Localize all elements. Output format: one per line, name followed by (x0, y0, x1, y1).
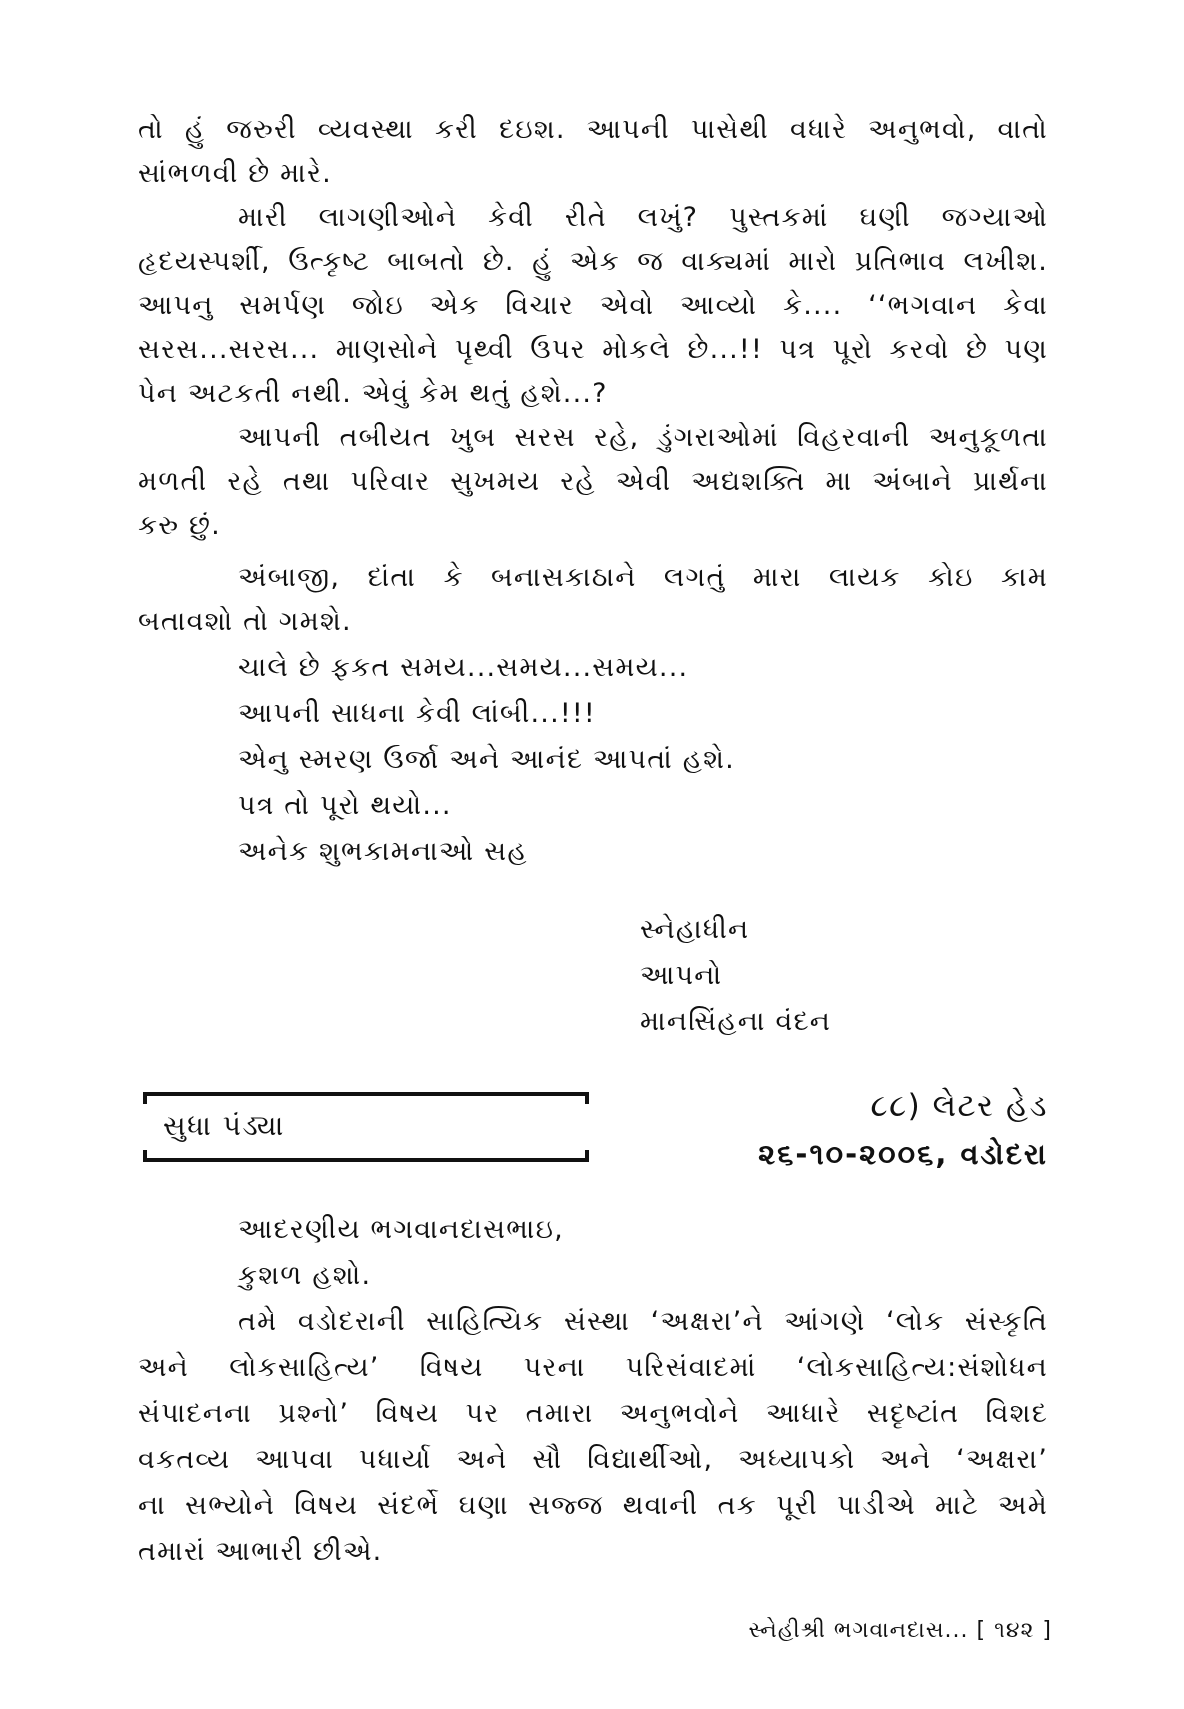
box-corner (585, 1092, 589, 1104)
body-line: એનુ સ્મરણ ઉર્જા અને આનંદ આપતાં હશે. (238, 744, 735, 775)
letter-title: ૮૮) લેટર હેડ (870, 1088, 1048, 1124)
body-line: સરસ...સરસ... માણસોને પૃથ્વી ઉપર મોકલે છે...!! પત્ર પૂરો કરવો છે પણ (138, 334, 1048, 365)
signature-line: આપનો (640, 960, 723, 991)
body-line: કરુ છું. (138, 510, 221, 541)
box-corner (143, 1092, 147, 1104)
body-line: પેન અટકતી નથી. એવું કેમ થતું હશે...? (138, 378, 608, 409)
body-line: બતાવશો તો ગમશે. (138, 606, 352, 637)
signature-line: માનસિંહના વંદન (640, 1006, 832, 1037)
body-line: કુશળ હશો. (238, 1260, 372, 1291)
body-line: મારી લાગણીઓને કેવી રીતે લખું? પુસ્તકમાં ઘણી જગ્યાઓ (238, 202, 1048, 233)
body-line: વકતવ્ય આપવા પધાર્યા અને સૌ વિદ્યાર્થીઓ, અધ્યાપકો અને ‘અક્ષરા’ (138, 1444, 1048, 1475)
box-corner (143, 1150, 147, 1162)
letter-date-place: ૨૬-૧૦-૨૦૦૬, વડોદરા (758, 1137, 1048, 1171)
body-line: અંબાજી, દાંતા કે બનાસકાઠાને લગતું મારા લાયક કોઇ કામ (238, 562, 1048, 593)
body-line: તો હું જરુરી વ્યવસ્થા કરી દઇશ. આપની પાસેથી વધારે અનુભવો, વાતો (138, 114, 1048, 145)
body-line: મળતી રહે તથા પરિવાર સુખમય રહે એવી અદ્યશક્તિ મા અંબાને પ્રાર્થના (138, 466, 1048, 497)
box-rule (143, 1092, 589, 1096)
body-line: ના સભ્યોને વિષય સંદર્ભે ઘણા સજ્જ થવાની તક પૂરી પાડીએ માટે અમે (138, 1490, 1048, 1521)
body-line: અનેક શુભકામનાઓ સહ (238, 836, 528, 867)
box-rule (143, 1158, 589, 1162)
body-line: પત્ર તો પૂરો થયો... (238, 790, 452, 821)
body-line: સાંભળવી છે મારે. (138, 158, 332, 189)
author-box (143, 1092, 589, 1162)
body-line: ચાલે છે ફકત સમય...સમય...સમય... (238, 652, 689, 683)
box-corner (585, 1150, 589, 1162)
author-name: સુધા પંડ્યા (163, 1109, 285, 1142)
body-line: તમારાં આભારી છીએ. (138, 1536, 383, 1567)
body-line: આદરણીય ભગવાનદાસભાઇ, (238, 1214, 564, 1245)
body-line: આપનુ સમર્પણ જોઇ એક વિચાર એવો આવ્યો કે.... ‘‘ભગવાન કેવા (138, 290, 1048, 321)
body-line: આપની સાધના કેવી લાંબી...!!! (238, 698, 596, 729)
body-line: અને લોકસાહિત્ય’ વિષય પરના પરિસંવાદમાં ‘લોકસાહિત્ય:સંશોધન (138, 1352, 1048, 1383)
page-footer: સ્નેહીશ્રી ભગવાનદાસ... [ ૧૪૨ ] (748, 1618, 1052, 1643)
body-line: તમે વડોદરાની સાહિત્યિક સંસ્થા ‘અક્ષરા’ને આંગણે ‘લોક સંસ્કૃતિ (238, 1306, 1048, 1337)
signature-line: સ્નેહાધીન (640, 914, 750, 945)
body-line: આપની તબીયત ખુબ સરસ રહે, ડુંગરાઓમાં વિહરવાની અનુકૂળતા (238, 422, 1048, 453)
body-line: હૃદયસ્પર્શી, ઉત્કૃષ્ટ બાબતો છે. હું એક જ વાક્યમાં મારો પ્રતિભાવ લખીશ. (138, 246, 1048, 277)
body-line: સંપાદનના પ્રશ્નો’ વિષય પર તમારા અનુભવોને આધારે સદૃષ્ટાંત વિશદ (138, 1398, 1048, 1429)
